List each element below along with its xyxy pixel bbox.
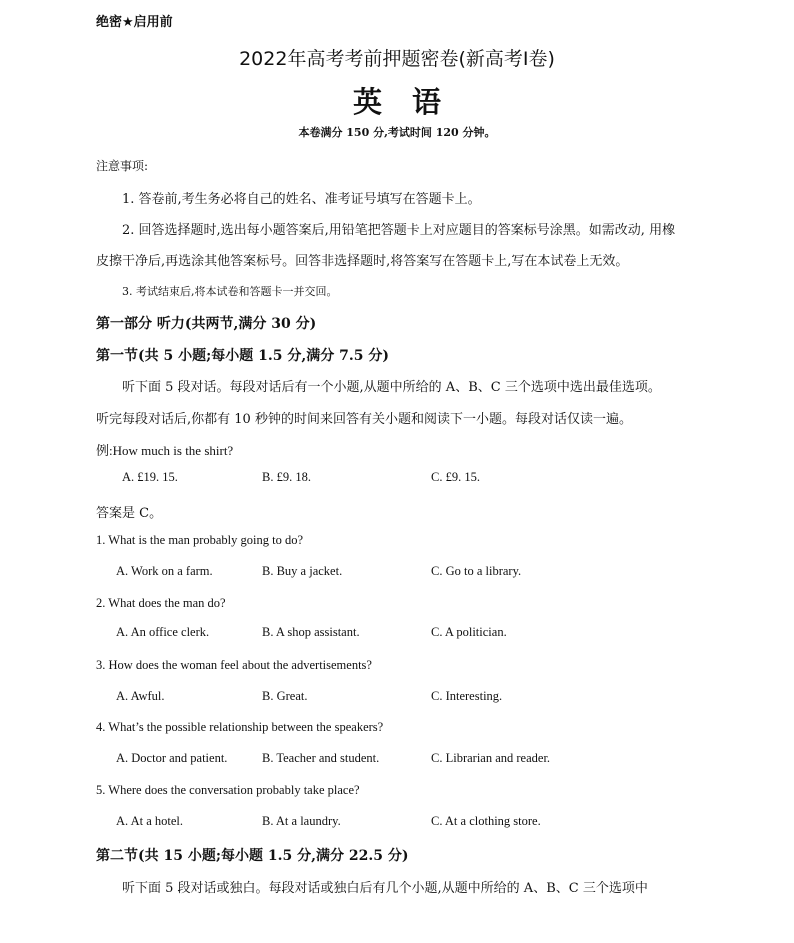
- question-1-option-a: A. Work on a farm.: [116, 564, 213, 578]
- note-item-1: 1. 答卷前,考生务必将自己的姓名、准考证号填写在答题卡上。: [122, 192, 481, 207]
- question-4: 4. What’s the possible relationship between the speakers?: [96, 720, 384, 734]
- example-option-b: B. £9. 18.: [262, 470, 311, 484]
- question-3-option-c: C. Interesting.: [431, 689, 503, 703]
- question-4-option-a: A. Doctor and patient.: [116, 751, 228, 765]
- question-5-option-c: C. At a clothing store.: [431, 814, 541, 828]
- confidential-mark: 绝密★启用前: [96, 15, 173, 30]
- note-item-2-continued: 皮擦干净后,再选涂其他答案标号。回答非选择题时,将答案写在答题卡上,写在本试卷上无效。: [96, 254, 629, 269]
- subject-title: 英语: [352, 85, 471, 119]
- question-4-option-b: B. Teacher and student.: [262, 751, 380, 765]
- question-5-option-a: A. At a hotel.: [116, 814, 184, 828]
- question-5-option-b: B. At a laundry.: [262, 814, 341, 828]
- question-2-option-b: B. A shop assistant.: [262, 625, 360, 639]
- example-option-c: C. £9. 15.: [431, 470, 480, 484]
- section-1-heading: 第一节(共 5 小题;每小题 1.5 分,满分 7.5 分): [96, 348, 389, 364]
- question-1-option-b: B. Buy a jacket.: [262, 564, 343, 578]
- exam-title: 2022年高考考前押题密卷(新高考I卷): [239, 48, 555, 70]
- notes-label: 注意事项:: [96, 159, 149, 173]
- note-item-2: 2. 回答选择题时,选出每小题答案后,用铅笔把答题卡上对应题目的答案标号涂黑。如需改动, 用橡: [122, 223, 676, 238]
- question-3-option-a: A. Awful.: [116, 689, 165, 703]
- section-1-instructions: 听下面 5 段对话。每段对话后有一个小题,从题中所给的 A、B、C 三个选项中选出最佳选项。: [122, 380, 661, 395]
- exam-meta: 本卷满分 150 分,考试时间 120 分钟。: [298, 126, 496, 139]
- question-1: 1. What is the man probably going to do?: [96, 533, 304, 547]
- question-2-option-c: C. A politician.: [431, 625, 507, 639]
- section-1-instructions-continued: 听完每段对话后,你都有 10 秒钟的时间来回答有关小题和阅读下一小题。每段对话仅读一遍。: [96, 412, 632, 427]
- example-option-a: A. £19. 15.: [122, 470, 178, 484]
- example-answer: 答案是 C。: [96, 506, 163, 521]
- question-2: 2. What does the man do?: [96, 596, 226, 610]
- example-question: 例:How much is the shirt?: [96, 443, 234, 458]
- part-1-heading: 第一部分 听力(共两节,满分 30 分): [96, 316, 317, 332]
- question-1-option-c: C. Go to a library.: [431, 564, 522, 578]
- question-3: 3. How does the woman feel about the advertisements?: [96, 658, 372, 672]
- question-2-option-a: A. An office clerk.: [116, 625, 210, 639]
- note-item-3: 3. 考试结束后,将本试卷和答题卡一并交回。: [122, 285, 338, 298]
- question-5: 5. Where does the conversation probably take place?: [96, 783, 360, 797]
- question-4-option-c: C. Librarian and reader.: [431, 751, 551, 765]
- question-3-option-b: B. Great.: [262, 689, 308, 703]
- section-2-instructions: 听下面 5 段对话或独白。每段对话或独白后有几个小题,从题中所给的 A、B、C 三个选项中: [122, 881, 648, 896]
- section-2-heading: 第二节(共 15 小题;每小题 1.5 分,满分 22.5 分): [96, 848, 409, 864]
